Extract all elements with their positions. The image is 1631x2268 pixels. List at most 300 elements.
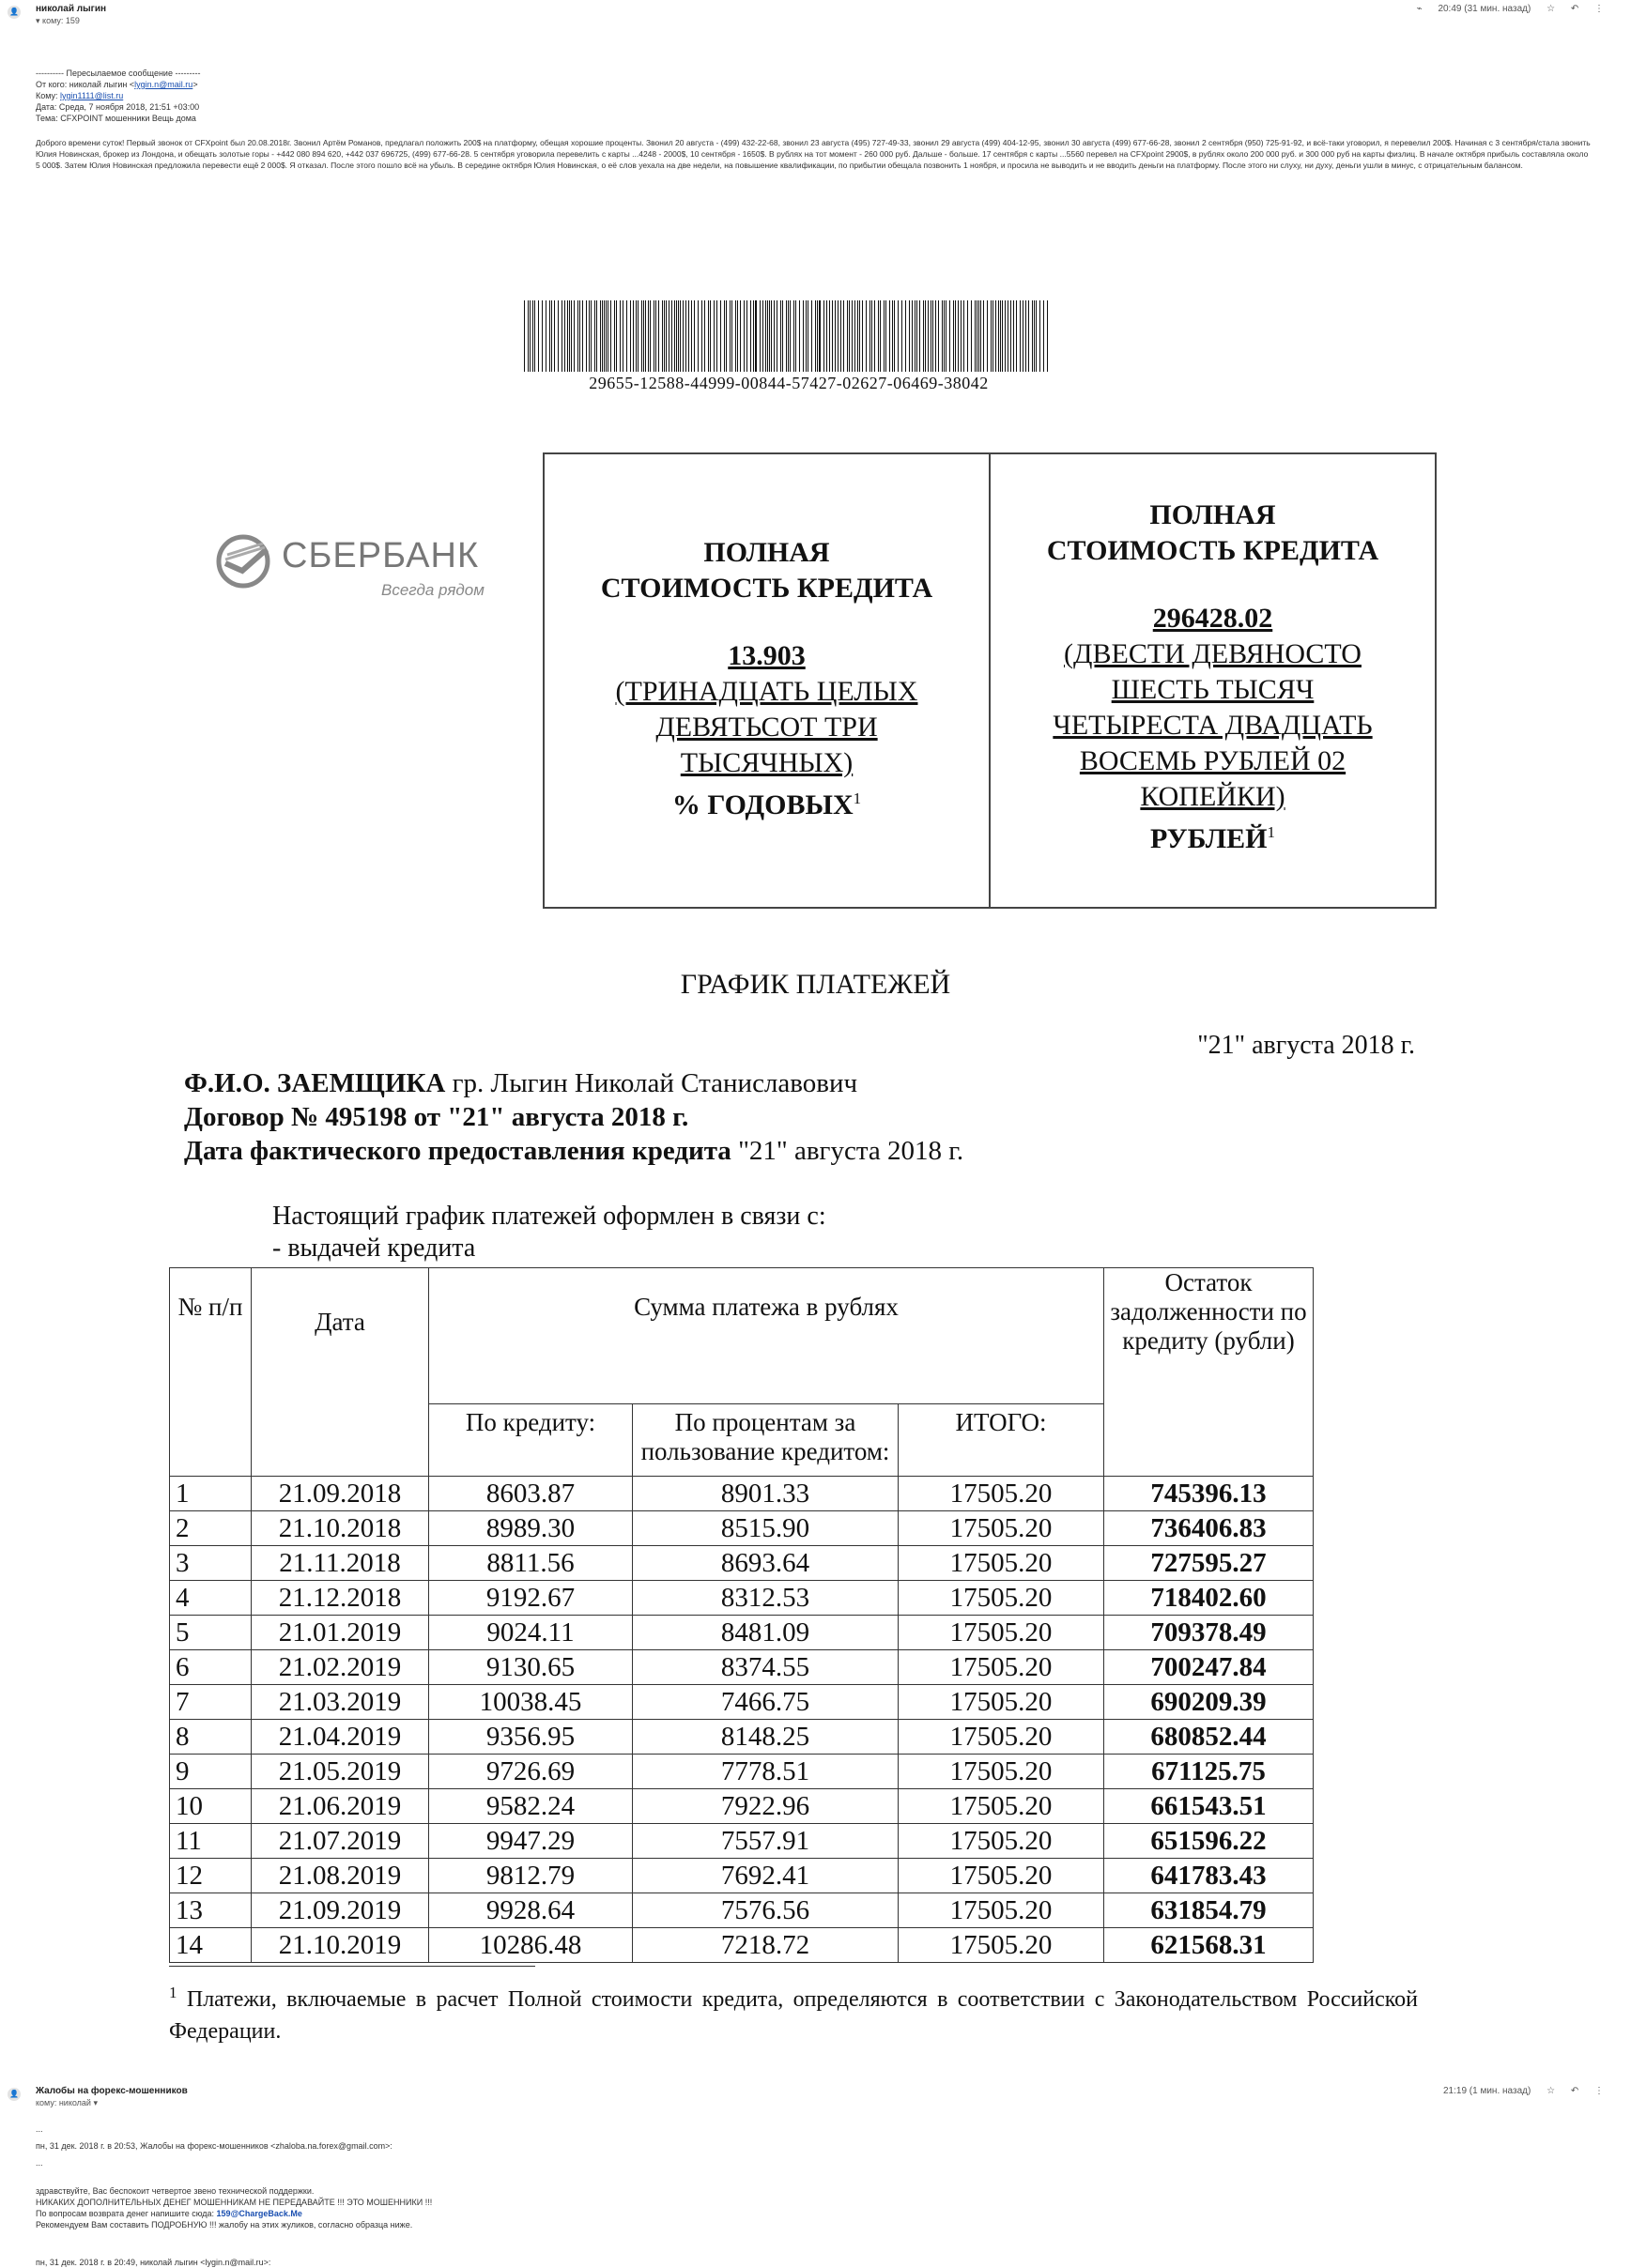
more-options-icon[interactable]: ⋮ [1594, 2086, 1604, 2096]
barcode-bar [852, 300, 853, 372]
barcode-bar [636, 300, 637, 372]
barcode-bar [650, 300, 651, 372]
row-balance: 651596.22 [1104, 1824, 1314, 1859]
psk-amount-words-4: ВОСЕМЬ РУБЛЕЙ 02 [1079, 745, 1346, 776]
row-interest: 8515.90 [633, 1511, 899, 1546]
barcode-bar [662, 300, 663, 372]
quote-header [36, 2140, 1594, 2152]
barcode-bar [857, 300, 858, 372]
barcode-bar [528, 300, 529, 372]
row-credit: 9726.69 [429, 1755, 633, 1789]
barcode-bar [594, 300, 595, 372]
schedule-intro: Настоящий график платежей оформлен в связи с: [272, 1202, 826, 1231]
row-number: 10 [170, 1789, 252, 1824]
email-header-2 [9, 2086, 1604, 2108]
show-trimmed-button-2[interactable]: ... [36, 2158, 43, 2168]
to-label: Кому: [36, 91, 61, 100]
barcode-bar [1016, 300, 1017, 372]
barcode-bar [782, 300, 783, 372]
row-total: 17505.20 [899, 1755, 1104, 1789]
table-body [170, 1477, 1314, 1963]
barcode-bar [698, 300, 699, 372]
email-body-1 [36, 137, 1594, 171]
barcode-number: 29655-12588-44999-00844-57427-02627-06469-38042 [589, 374, 989, 392]
forward-subject: Тема: CFXPOINT мошенники Вещь дома [36, 114, 196, 123]
row-interest: 8312.53 [633, 1581, 899, 1616]
header-date: Дата [252, 1268, 429, 1477]
barcode-bar [620, 300, 621, 372]
psk-amount-unit-text: РУБЛЕЙ [1150, 823, 1268, 854]
header-balance: Остаток задолженности по кредиту (рубли) [1104, 1268, 1314, 1477]
barcode-bar [630, 300, 631, 372]
psk-percent-unit-text: % ГОДОВЫХ [671, 789, 854, 820]
show-trimmed-button[interactable]: ... [36, 2124, 43, 2134]
row-number: 9 [170, 1755, 252, 1789]
barcode-bar [664, 300, 665, 372]
barcode-bar [788, 300, 789, 372]
avatar[interactable]: 👤 [8, 2088, 21, 2101]
barcode-bar [574, 300, 575, 372]
row-total: 17505.20 [899, 1789, 1104, 1824]
barcode-bar [606, 300, 607, 372]
barcode-bar [564, 300, 565, 372]
barcode-bar [1039, 300, 1040, 372]
to-email-link[interactable]: lygin1111@list.ru [60, 91, 124, 100]
quote-line: пн, 31 дек. 2018 г. в 20:53, Жалобы на форекс-мошенников < [36, 2141, 276, 2151]
header-payment-sum: Сумма платежа в рублях [429, 1268, 1104, 1404]
barcode-bar [829, 300, 830, 372]
forwarded-header [36, 68, 200, 124]
barcode-bar [694, 300, 695, 372]
row-credit: 10286.48 [429, 1928, 633, 1963]
barcode-bar [678, 300, 679, 372]
email-time: 21:19 (1 мин. назад) [1443, 2086, 1531, 2096]
row-date: 21.10.2018 [252, 1511, 429, 1546]
row-interest: 8374.55 [633, 1650, 899, 1685]
barcode-bar [600, 300, 601, 372]
header-total: ИТОГО: [899, 1404, 1104, 1477]
psk-amount-unit [991, 815, 1435, 857]
reply-icon[interactable]: ↶ [1570, 4, 1579, 14]
psk-amount-words-3: ЧЕТЫРЕСТА ДВАДЦАТЬ [1053, 710, 1373, 741]
row-number: 14 [170, 1928, 252, 1963]
barcode-bar [793, 300, 794, 372]
barcode-bar [626, 300, 627, 372]
row-interest: 7692.41 [633, 1859, 899, 1893]
barcode-bar [579, 300, 580, 372]
psk-amount-value: 296428.02 [1152, 603, 1273, 634]
email-body-2 [36, 2123, 1594, 2268]
row-interest: 7576.56 [633, 1893, 899, 1928]
email-recipient-text: кому: 159 [42, 16, 80, 25]
row-number: 12 [170, 1859, 252, 1893]
row-balance: 641783.43 [1104, 1859, 1314, 1893]
barcode-bar [925, 300, 926, 372]
barcode-bar [683, 300, 684, 372]
table-row [170, 1477, 1314, 1511]
row-number: 1 [170, 1477, 252, 1511]
barcode-bar [919, 300, 920, 372]
barcode-bar [674, 300, 675, 372]
footnote-divider [169, 1966, 535, 1967]
header-number: № п/п [170, 1268, 252, 1477]
barcode-bar [571, 300, 572, 372]
sberbank-logo-icon [214, 532, 272, 590]
row-date: 21.05.2019 [252, 1755, 429, 1789]
barcode-bar [932, 300, 933, 372]
barcode-bar [569, 300, 570, 372]
chargeback-email-link[interactable]: 159@ChargeBack.Me [216, 2209, 302, 2218]
barcode-bar [1028, 300, 1029, 372]
row-credit: 8989.30 [429, 1511, 633, 1546]
barcode-bar [582, 300, 583, 372]
barcode-bar [799, 300, 800, 372]
quote-email-link[interactable]: zhaloba.na.forex@gmail.com [275, 2141, 386, 2151]
row-credit: 9356.95 [429, 1720, 633, 1755]
barcode-bar [714, 300, 715, 372]
forward-from [36, 79, 200, 90]
row-total: 17505.20 [899, 1477, 1104, 1511]
table-row [170, 1581, 1314, 1616]
barcode-bar [991, 300, 992, 372]
from-end: > [192, 80, 198, 89]
barcode-bar [935, 300, 936, 372]
star-icon[interactable]: ☆ [1546, 4, 1556, 14]
barcode-bar [691, 300, 692, 372]
barcode-bar [938, 300, 939, 372]
message-line-1: здравствуйте, Вас беспокоит четвертое звено технической поддержки. [36, 2186, 315, 2196]
row-total: 17505.20 [899, 1859, 1104, 1893]
psk-percent-words-1: (ТРИНАДЦАТЬ ЦЕЛЫХ [615, 676, 918, 707]
email-header-1 [9, 4, 1604, 26]
barcode-bar [1032, 300, 1033, 372]
barcode-bar [638, 300, 639, 372]
barcode-bar [866, 300, 867, 372]
barcode-bar [874, 300, 875, 372]
row-date: 21.09.2018 [252, 1477, 429, 1511]
row-balance: 709378.49 [1104, 1616, 1314, 1650]
row-interest: 7218.72 [633, 1928, 899, 1963]
quote-end: >: [385, 2141, 392, 2151]
row-number: 5 [170, 1616, 252, 1650]
row-balance: 700247.84 [1104, 1650, 1314, 1685]
barcode-bar [666, 300, 667, 372]
barcode-bar [534, 300, 535, 372]
logo-tagline: Всегда рядом [381, 581, 485, 599]
row-credit: 9947.29 [429, 1824, 633, 1859]
header-interest: По процентам за пользование кредитом: [633, 1404, 899, 1477]
borrower-line [184, 1068, 857, 1099]
psk-amount-cell [989, 454, 1435, 907]
footnote-marker: 1 [1267, 823, 1275, 841]
psk-percent-unit [545, 781, 989, 823]
barcode-bar [995, 300, 996, 372]
barcode-bar [755, 300, 757, 372]
email-recipient[interactable] [36, 2097, 1604, 2108]
table-row [170, 1928, 1314, 1963]
row-credit: 8603.87 [429, 1477, 633, 1511]
row-credit: 9928.64 [429, 1893, 633, 1928]
footnote-text: Платежи, включаемые в расчет Полной стоимости кредита, определяются в соответствии с Законодательством Российской Федерации. [169, 1987, 1418, 2044]
row-total: 17505.20 [899, 1546, 1104, 1581]
psk-amount-words-2: ШЕСТЬ ТЫСЯЧ [1111, 674, 1315, 705]
barcode-bar [915, 300, 916, 372]
row-balance: 631854.79 [1104, 1893, 1314, 1928]
barcode-bar [955, 300, 956, 372]
schedule-reason: - выдачей кредита [272, 1234, 476, 1263]
barcode-bar [530, 300, 531, 372]
message-line-2: НИКАКИХ ДОПОЛНИТЕЛЬНЫХ ДЕНЕГ МОШЕННИКАМ НЕ ПЕРЕДАВАЙТЕ !!! ЭТО МОШЕННИКИ !!! [36, 2198, 433, 2207]
barcode-bar [884, 300, 885, 372]
barcode-bar [823, 300, 824, 372]
row-balance: 680852.44 [1104, 1720, 1314, 1755]
row-date: 21.04.2019 [252, 1720, 429, 1755]
barcode-bar [610, 300, 611, 372]
barcode-bar [589, 300, 590, 372]
barcode-bar [680, 300, 681, 372]
barcode-bar [750, 300, 751, 372]
table-row [170, 1720, 1314, 1755]
row-number: 8 [170, 1720, 252, 1755]
forward-title: ---------- Пересылаемое сообщение --------- [36, 69, 201, 78]
barcode-bar [944, 300, 945, 372]
row-number: 11 [170, 1824, 252, 1859]
barcode-bar [871, 300, 872, 372]
barcode-bar [591, 300, 592, 372]
row-balance: 690209.39 [1104, 1685, 1314, 1720]
row-number: 6 [170, 1650, 252, 1685]
barcode-bar [811, 300, 812, 372]
barcode-bar [731, 300, 732, 372]
barcode-bar [641, 300, 642, 372]
barcode-bar [817, 300, 818, 372]
barcode-bar [983, 300, 984, 372]
row-balance: 718402.60 [1104, 1581, 1314, 1616]
barcode-bar [840, 300, 841, 372]
barcode-bar [795, 300, 796, 372]
barcode-bar [554, 300, 555, 372]
barcode-bar [740, 300, 741, 372]
star-icon[interactable]: ☆ [1546, 2086, 1556, 2096]
message-line-4: Рекомендуем Вам составить ПОДРОБНУЮ !!! жалобу на этих жуликов, согласно образца ниже. [36, 2220, 413, 2230]
barcode-bar [558, 300, 559, 372]
row-date: 21.01.2019 [252, 1616, 429, 1650]
barcode-bar [538, 300, 539, 372]
table-row [170, 1755, 1314, 1789]
row-total: 17505.20 [899, 1685, 1104, 1720]
barcode-bar [790, 300, 791, 372]
barcode-bar [596, 300, 597, 372]
barcode-bar [724, 300, 725, 372]
barcode-bar [744, 300, 745, 372]
barcode-bar [961, 300, 962, 372]
psk-percent-words-2: ДЕВЯТЬСОТ ТРИ [655, 712, 878, 743]
row-credit: 9130.65 [429, 1650, 633, 1685]
from-email-link[interactable]: lygin.n@mail.ru [134, 80, 193, 89]
table-row [170, 1685, 1314, 1720]
row-number: 2 [170, 1511, 252, 1546]
forward-to [36, 90, 200, 101]
borrower-label: Ф.И.О. ЗАЕМЩИКА [184, 1068, 446, 1098]
schedule-title: ГРАФИК ПЛАТЕЖЕЙ [680, 969, 951, 1000]
row-balance: 621568.31 [1104, 1928, 1314, 1963]
row-number: 3 [170, 1546, 252, 1581]
barcode-bar [730, 300, 731, 372]
barcode-bar [923, 300, 924, 372]
row-credit: 9024.11 [429, 1616, 633, 1650]
barcode-bar [1047, 300, 1048, 372]
message-line-3 [36, 2208, 1594, 2219]
table-row [170, 1893, 1314, 1928]
barcode-bar [854, 300, 855, 372]
row-number: 13 [170, 1893, 252, 1928]
contract-line [184, 1102, 688, 1133]
more-options-icon[interactable]: ⋮ [1594, 4, 1604, 14]
barcode-bar [869, 300, 870, 372]
barcode-bar [912, 300, 913, 372]
quote2-header [36, 2257, 1594, 2268]
payment-schedule-table [169, 1267, 1314, 1963]
issue-date: "21" августа 2018 г. [731, 1136, 964, 1166]
barcode-bar [753, 300, 754, 372]
dropdown-arrow-icon[interactable]: ▾ [90, 2098, 98, 2107]
row-balance: 671125.75 [1104, 1755, 1314, 1789]
email-body-text-3: ещё 2 000$. Я отказал. После этого пошло всё на убыль. В середине октября Юлия Новинская, о её слов уехала на две недели, на повышение квалификации, по прибытии обещала позвонить 1 ноября, и просила не выводить и не вводить деньги на платформу. После этого ни слуху, ни духу, деньги ушли в минус, с отрицательным балансом. [242, 161, 1523, 170]
avatar[interactable]: 👤 [8, 6, 21, 19]
row-balance: 661543.51 [1104, 1789, 1314, 1824]
table-row [170, 1859, 1314, 1893]
barcode-bar [542, 300, 543, 372]
row-interest: 8148.25 [633, 1720, 899, 1755]
barcode-bar [604, 300, 605, 372]
row-interest: 8901.33 [633, 1477, 899, 1511]
quote2-end: >: [263, 2258, 271, 2267]
barcode-bar [901, 300, 902, 372]
barcode-bar [878, 300, 879, 372]
barcode-bar [916, 300, 917, 372]
email-recipient-text: кому: николай [36, 2098, 91, 2107]
barcode-bar [746, 300, 747, 372]
email-recipient[interactable] [36, 15, 1604, 26]
row-date: 21.09.2019 [252, 1893, 429, 1928]
barcode-bar [843, 300, 844, 372]
footnote-marker: 1 [853, 789, 862, 807]
barcode-bar [892, 300, 893, 372]
barcode-bar [671, 300, 672, 372]
table-row [170, 1616, 1314, 1650]
psk-percent-cell [545, 454, 989, 907]
barcode-bar [532, 300, 533, 372]
barcode-bar [838, 300, 839, 372]
quote2-email-link[interactable]: lygin.n@mail.ru [205, 2258, 264, 2267]
barcode-bar [806, 300, 807, 372]
barcode-bar [765, 300, 766, 372]
row-date: 21.11.2018 [252, 1546, 429, 1581]
row-balance: 736406.83 [1104, 1511, 1314, 1546]
row-credit: 9582.24 [429, 1789, 633, 1824]
psk-percent-words-3: ТЫСЯЧНЫХ) [680, 747, 854, 778]
email-toolbar [1404, 4, 1604, 15]
reply-icon[interactable]: ↶ [1570, 2086, 1579, 2096]
barcode-bar [1010, 300, 1011, 372]
schedule-date: "21" августа 2018 г. [1197, 1031, 1415, 1060]
barcode-bar [710, 300, 711, 372]
barcode-bar [780, 300, 781, 372]
row-interest: 8481.09 [633, 1616, 899, 1650]
dropdown-arrow-icon[interactable]: ▾ [36, 16, 43, 25]
barcode-bar [551, 300, 552, 372]
barcode-bar [567, 300, 568, 372]
row-number: 7 [170, 1685, 252, 1720]
row-credit: 9192.67 [429, 1581, 633, 1616]
logo-name: СБЕРБАНК [282, 536, 480, 575]
barcode-bar [978, 300, 979, 372]
barcode-bar [987, 300, 988, 372]
row-credit: 8811.56 [429, 1546, 633, 1581]
row-total: 17505.20 [899, 1616, 1104, 1650]
barcode-bar [769, 300, 770, 372]
row-date: 21.03.2019 [252, 1685, 429, 1720]
barcode-bar [835, 300, 836, 372]
barcode-bar [1002, 300, 1003, 372]
barcode-bar [549, 300, 550, 372]
psk-title-line-2: СТОИМОСТЬ КРЕДИТА [600, 573, 933, 604]
barcode-bar [971, 300, 972, 372]
from-label: От кого: николай лыгин < [36, 80, 135, 89]
barcode-bar [645, 300, 646, 372]
full-credit-cost-box [543, 452, 1437, 909]
psk-title-line-1: ПОЛНАЯ [703, 537, 830, 568]
barcode-bar [963, 300, 964, 372]
barcode-bar [658, 300, 659, 372]
barcode-bar [767, 300, 768, 372]
email-sender[interactable]: Жалобы на форекс-мошенников [36, 2086, 188, 2096]
row-total: 17505.20 [899, 1824, 1104, 1859]
barcode-bar [880, 300, 881, 372]
barcode-bar [1034, 300, 1035, 372]
row-interest: 7922.96 [633, 1789, 899, 1824]
email-sender[interactable]: николай лыгин [36, 4, 107, 14]
table-row [170, 1511, 1314, 1546]
barcode-bar [685, 300, 686, 372]
barcode-bar [832, 300, 833, 372]
forward-date: Дата: Среда, 7 ноября 2018, 21:51 +03:00 [36, 102, 200, 112]
barcode-bar [928, 300, 929, 372]
barcode-bar [1025, 300, 1026, 372]
row-interest: 7778.51 [633, 1755, 899, 1789]
barcode-bar [786, 300, 787, 372]
barcode-bar [771, 300, 772, 372]
table-row [170, 1824, 1314, 1859]
row-total: 17505.20 [899, 1511, 1104, 1546]
table-row [170, 1789, 1314, 1824]
barcode-bar [958, 300, 959, 372]
row-date: 21.08.2019 [252, 1859, 429, 1893]
barcode-bar [676, 300, 677, 372]
psk-amount-words-1: (ДВЕСТИ ДЕВЯНОСТО [1064, 638, 1362, 669]
barcode-bar [774, 300, 775, 372]
attachment-icon: ⌁ [1416, 4, 1423, 14]
quote2-line: пн, 31 дек. 2018 г. в 20:49, николай лыгин < [36, 2258, 206, 2267]
barcode-bar [894, 300, 895, 372]
barcode-bar [849, 300, 850, 372]
barcode-bar [1013, 300, 1014, 372]
barcode-bar [862, 300, 863, 372]
barcode-bar [898, 300, 899, 372]
barcode-bar [720, 300, 721, 372]
psk-title-line-1: ПОЛНАЯ [1149, 499, 1276, 530]
row-interest: 7466.75 [633, 1685, 899, 1720]
